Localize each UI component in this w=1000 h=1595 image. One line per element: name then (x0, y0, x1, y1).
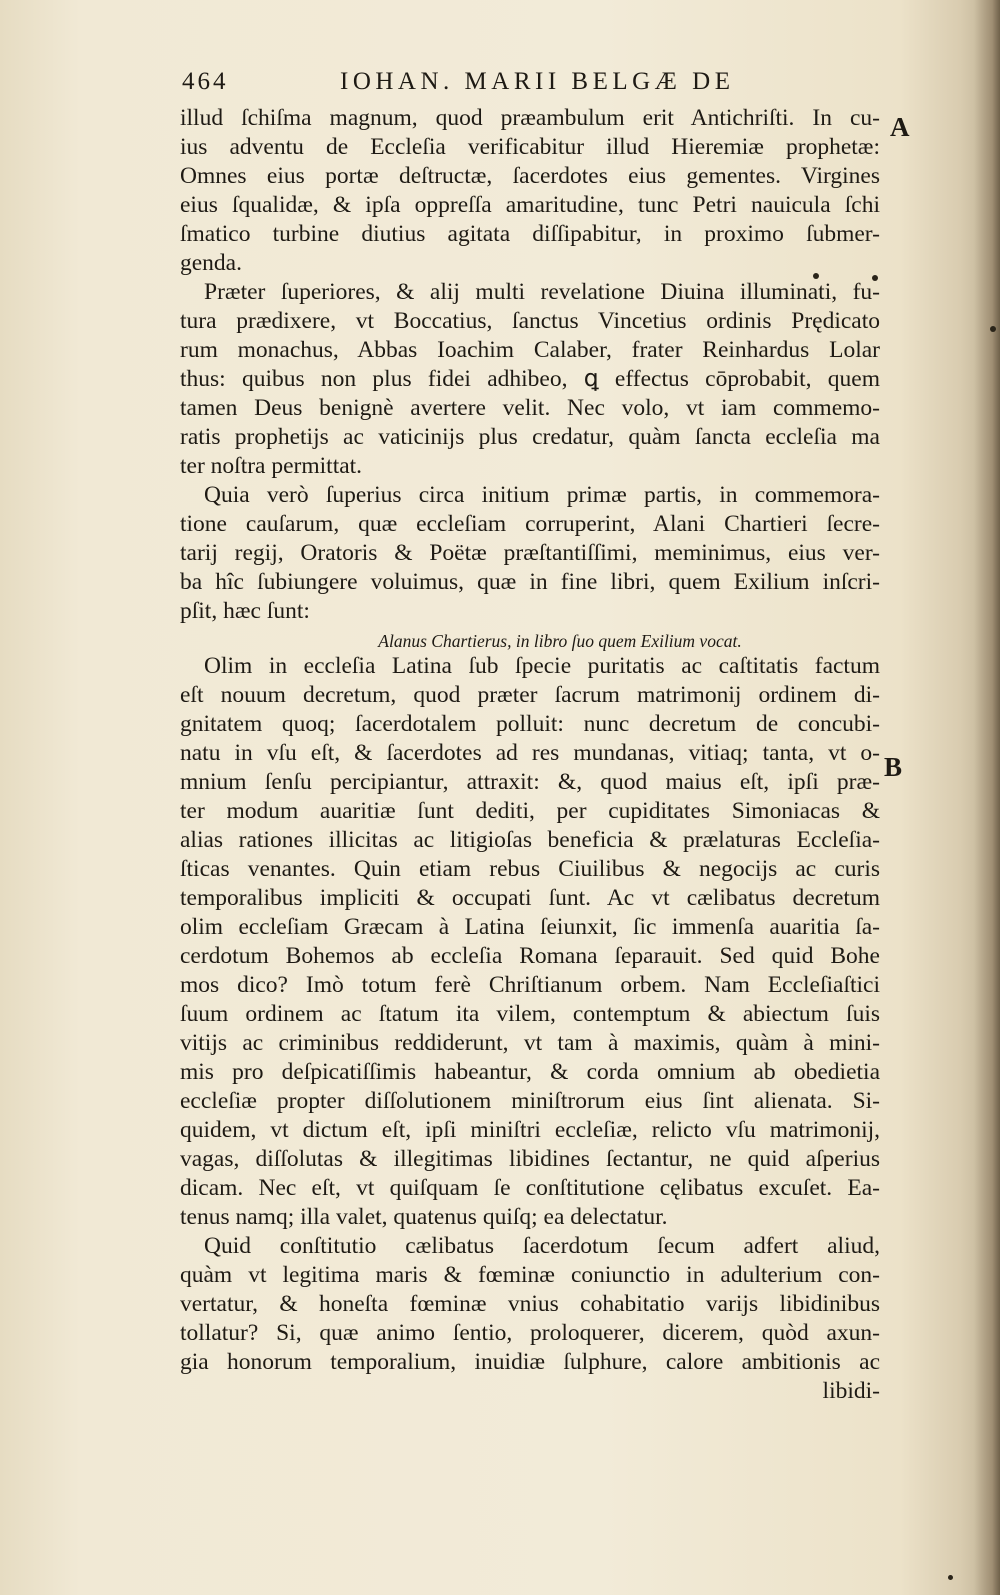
text-line: vitijs ac criminibus reddiderunt, vt tam à maximis, quàm à mini- (180, 1030, 880, 1056)
text-line: cerdotum Bohemos ab eccleſia Romana ſeparauit. Sed quid Bohe (180, 943, 880, 969)
text-line: Omnes eius portæ deſtructæ, ſacerdotes eius gementes. Virgines (180, 163, 880, 189)
text-line: illud ſchiſma magnum, quod præambulum erit Antichriſti. In cu- (180, 105, 880, 131)
text-line: rum monachus, Abbas Ioachim Calaber, frater Reinhardus Lolar (180, 337, 880, 363)
text-line: alias rationes illicitas ac litigioſas beneficia & prælaturas Eccleſia- (180, 827, 880, 853)
running-title: IOHAN. MARII BELGÆ DE (340, 68, 735, 95)
text-line: gia honorum temporalium, inuidiæ ſulphure, calore ambitionis ac (180, 1349, 880, 1375)
ink-speck (990, 326, 996, 332)
paragraph-first-line: Præter ſuperiores, & alij multi revelatione Diuina illuminati, fu- (204, 279, 880, 305)
text-line: tamen Deus benignè avertere velit. Nec volo, vt iam commemo- (180, 395, 880, 421)
section-heading: Alanus Chartierus, in libro ſuo quem Exilium vocat. (378, 631, 742, 651)
text-line: tollatur? Si, quæ animo ſentio, proloquerer, dicerem, quòd axun- (180, 1320, 880, 1346)
page-edge-shadow (974, 0, 1000, 1595)
text-line: ſticas venantes. Quin etiam rebus Ciuilibus & negocijs ac curis (180, 856, 880, 882)
body-text (180, 104, 880, 1406)
text-line: tione cauſarum, quæ eccleſiam corruperint, Alani Chartieri ſecre- (180, 511, 880, 537)
page-number: 464 (182, 68, 229, 95)
paragraph-first-line: Quia verò ſuperius circa initium primæ partis, in commemora- (204, 482, 880, 508)
text-line: mos dico? Imò totum ferè Chriſtianum orbem. Nam Eccleſiaſtici (180, 972, 880, 998)
text-line: natu in vſu eſt, & ſacerdotes ad res mundanas, vitiaq; tanta, vt o- (180, 740, 880, 766)
text-line: mis pro deſpicatiſſimis habeantur, & corda omnium ab obedietia (180, 1059, 880, 1085)
text-line: ius adventu de Eccleſia verificabitur illud Hieremiæ prophetæ: (180, 134, 880, 160)
text-line: ſuum ordinem ac ſtatum ita vilem, contemptum & abiectum ſuis (180, 1001, 880, 1027)
text-line: eccleſiæ propter diſſolutionem miniſtrorum eius ſint alienata. Si- (180, 1088, 880, 1114)
text-line: vertatur, & honeſta fœminæ vnius cohabitatio varijs libidinibus (180, 1291, 880, 1317)
text-line: genda. (180, 250, 242, 276)
text-line: pſit, hæc ſunt: (180, 598, 310, 624)
text-line: quàm vt legitima maris & fœminæ coniunctio in adulterium con- (180, 1262, 880, 1288)
paragraph-first-line: Quid conſtitutio cælibatus ſacerdotum ſecum adfert aliud, (204, 1233, 880, 1259)
margin-letter-b: B (884, 752, 903, 782)
catchword: libidi- (822, 1378, 880, 1404)
text-line: temporalibus impliciti & occupati ſunt. Ac vt cælibatus decretum (180, 885, 880, 911)
margin-letter-a: A (890, 112, 910, 142)
text-line: dicam. Nec eſt, vt quiſquam ſe conſtitutione cęlibatus excuſet. Ea- (180, 1175, 880, 1201)
text-line: eius ſqualidæ, & ipſa oppreſſa amaritudine, tunc Petri nauicula ſchi (180, 192, 880, 218)
text-line: mnium ſenſu percipiantur, attraxit: &, quod maius eſt, ipſi præ- (180, 769, 880, 795)
text-line: ratis prophetijs ac vaticinijs plus credatur, quàm ſancta eccleſia ma (180, 424, 880, 450)
text-line: ba hîc ſubiungere voluimus, quæ in fine libri, quem Exilium inſcri- (180, 569, 880, 595)
running-header (182, 68, 822, 104)
text-line: tura prædixere, vt Boccatius, ſanctus Vincetius ordinis Prędicato (180, 308, 880, 334)
text-line: olim eccleſiam Græcam à Latina ſeiunxit, ſic immenſa auaritia ſa- (180, 914, 880, 940)
text-line: quidem, vt dictum eſt, ipſi miniſtri eccleſiæ, relicto vſu matrimonij, (180, 1117, 880, 1143)
ink-speck (948, 1575, 953, 1580)
text-line: eſt nouum decretum, quod præter ſacrum matrimonij ordinem di- (180, 682, 880, 708)
text-line: vagas, diſſolutas & illegitimas libidines ſectantur, ne quid aſperius (180, 1146, 880, 1172)
text-line: tarij regij, Oratoris & Poëtæ præſtantiſſimi, meminimus, eius ver- (180, 540, 880, 566)
paragraph-first-line: Olim in eccleſia Latina ſub ſpecie puritatis ac caſtitatis factum (204, 653, 880, 679)
text-line: ter modum auaritiæ ſunt dediti, per cupiditates Simoniacas & (180, 798, 880, 824)
text-line: ter noſtra permittat. (180, 453, 363, 479)
text-line: ſmatico turbine diutius agitata diſſipabitur, in proximo ſubmer- (180, 221, 880, 247)
text-line: tenus namq; illa valet, quatenus quiſq; ea delectatur. (180, 1204, 668, 1230)
text-line: thus: quibus non plus fidei adhibeo, ꝗ effectus cōprobabit, quem (180, 366, 880, 392)
text-line: gnitatem quoq; ſacerdotalem polluit: nunc decretum de concubi- (180, 711, 880, 737)
